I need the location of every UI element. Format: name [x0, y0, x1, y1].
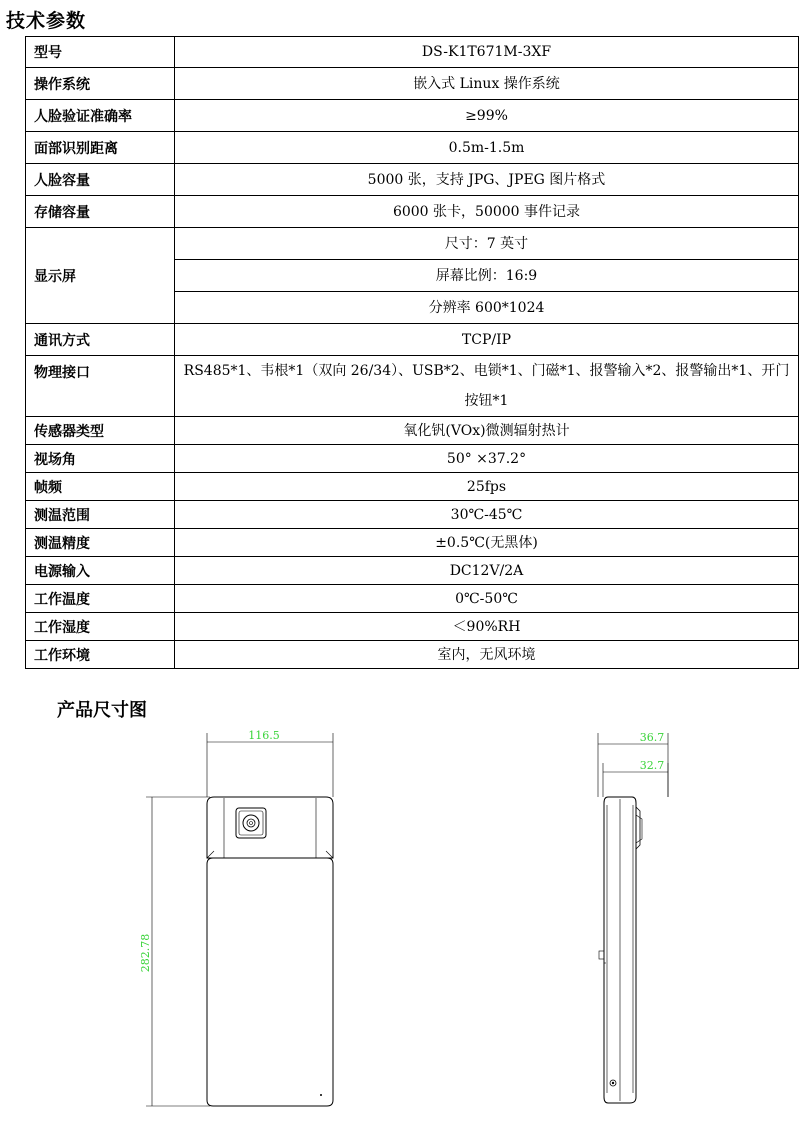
spec-key: 型号	[26, 37, 175, 68]
device-front-view	[207, 797, 333, 1106]
spec-value: 室内，无风环境	[175, 641, 799, 669]
table-row	[26, 585, 799, 613]
table-row	[26, 196, 799, 228]
table-row	[26, 417, 799, 445]
spec-value: ＜90%RH	[175, 613, 799, 641]
table-row	[26, 356, 799, 417]
spec-value: DS-K1T671M-3XF	[175, 37, 799, 68]
side-depth-total-label: 36.7	[639, 731, 665, 744]
table-row	[26, 164, 799, 196]
device-side-view	[599, 797, 642, 1103]
spec-value: TCP/IP	[175, 324, 799, 356]
spec-value: 25fps	[175, 473, 799, 501]
side-depth-body-label: 32.7	[639, 759, 665, 772]
table-row	[26, 529, 799, 557]
spec-key: 显示屏	[26, 228, 175, 324]
spec-key: 人脸容量	[26, 164, 175, 196]
spec-value: 氧化钒(VOx)微测辐射热计	[175, 417, 799, 445]
spec-heading: 技术参数	[6, 10, 87, 32]
spec-key: 工作环境	[26, 641, 175, 669]
spec-value: 尺寸：7 英寸	[175, 228, 799, 260]
spec-value: 嵌入式 Linux 操作系统	[175, 68, 799, 100]
front-width-dimension	[207, 733, 333, 797]
spec-key: 测温精度	[26, 529, 175, 557]
spec-key: 传感器类型	[26, 417, 175, 445]
front-width-label: 116.5	[248, 729, 280, 742]
front-height-dimension	[146, 797, 210, 1106]
spec-value: DC12V/2A	[175, 557, 799, 585]
spec-value: 30℃-45℃	[175, 501, 799, 529]
spec-value: 50° ×37.2°	[175, 445, 799, 473]
spec-key: 电源输入	[26, 557, 175, 585]
spec-key: 面部识别距离	[26, 132, 175, 164]
spec-key: 操作系统	[26, 68, 175, 100]
spec-key: 通讯方式	[26, 324, 175, 356]
spec-value: ±0.5℃(无黑体)	[175, 529, 799, 557]
table-row	[26, 613, 799, 641]
table-row	[26, 132, 799, 164]
spec-value: 分辨率 600*1024	[175, 292, 799, 324]
spec-key: 存储容量	[26, 196, 175, 228]
spec-value: ≥99%	[175, 100, 799, 132]
spec-value: 0.5m-1.5m	[175, 132, 799, 164]
spec-key: 视场角	[26, 445, 175, 473]
spec-key: 帧频	[26, 473, 175, 501]
spec-value: RS485*1、韦根*1（双向 26/34）、USB*2、电锁*1、门磁*1、报警输入*2、报警输出*1、开门按钮*1	[175, 356, 799, 417]
table-row	[26, 68, 799, 100]
front-height-label: 282.78	[139, 933, 152, 973]
table-row	[26, 37, 799, 68]
table-row	[26, 557, 799, 585]
table-row	[26, 641, 799, 669]
spec-table	[25, 36, 799, 669]
spec-key: 工作温度	[26, 585, 175, 613]
spec-value: 0℃-50℃	[175, 585, 799, 613]
table-row	[26, 445, 799, 473]
dimension-drawing	[0, 725, 812, 1135]
spec-value: 5000 张，支持 JPG、JPEG 图片格式	[175, 164, 799, 196]
spec-value: 屏幕比例：16:9	[175, 260, 799, 292]
spec-key: 工作湿度	[26, 613, 175, 641]
spec-value: 6000 张卡，50000 事件记录	[175, 196, 799, 228]
spec-key: 人脸验证准确率	[26, 100, 175, 132]
table-row	[26, 100, 799, 132]
table-row	[26, 228, 799, 260]
spec-key: 测温范围	[26, 501, 175, 529]
table-row	[26, 473, 799, 501]
spec-key: 物理接口	[26, 356, 175, 417]
table-row	[26, 324, 799, 356]
drawing-title: 产品尺寸图	[57, 700, 147, 721]
table-row	[26, 501, 799, 529]
